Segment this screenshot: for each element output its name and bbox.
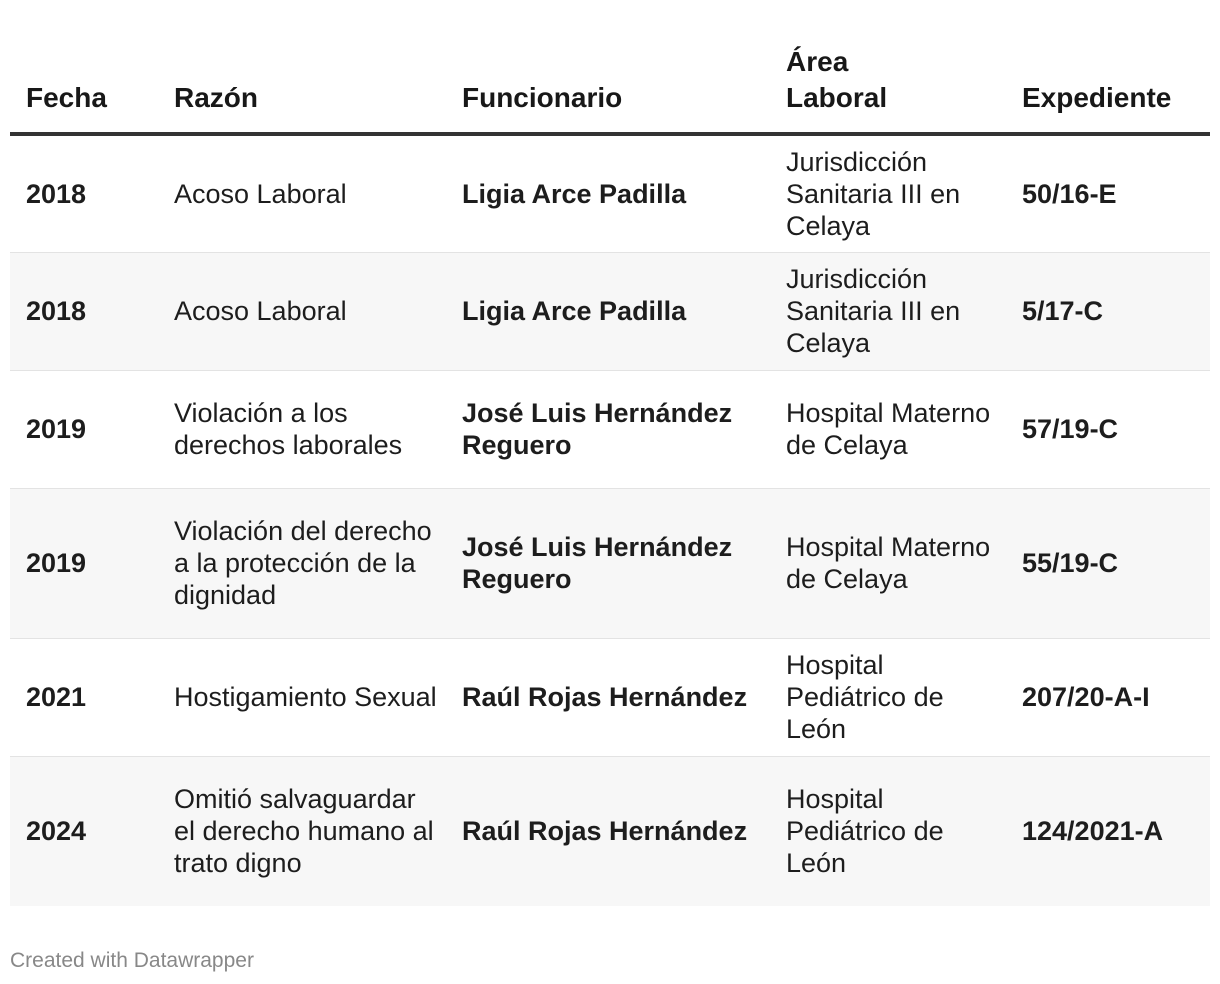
cell-funcionario: José Luis Hernández Reguero xyxy=(446,488,770,638)
cell-area: Jurisdicción Sanitaria III en Celaya xyxy=(770,252,1006,370)
cell-fecha: 2018 xyxy=(10,252,158,370)
cell-razon: Acoso Laboral xyxy=(158,134,446,252)
cell-fecha: 2018 xyxy=(10,134,158,252)
datawrapper-credit[interactable]: Created with Datawrapper xyxy=(10,949,254,972)
column-header-area-laboral[interactable]: Área Laboral xyxy=(770,40,1006,134)
cell-fecha: 2019 xyxy=(10,370,158,488)
cell-funcionario: Ligia Arce Padilla xyxy=(446,252,770,370)
cell-expediente: 57/19-C xyxy=(1006,370,1210,488)
table-row xyxy=(10,252,1210,370)
table-row xyxy=(10,370,1210,488)
cell-expediente: 124/2021-A xyxy=(1006,756,1210,906)
cell-funcionario: Ligia Arce Padilla xyxy=(446,134,770,252)
table-row xyxy=(10,488,1210,638)
cell-expediente: 50/16-E xyxy=(1006,134,1210,252)
column-header-expediente[interactable]: Expediente xyxy=(1006,40,1210,134)
table-header xyxy=(10,40,1210,134)
table-row xyxy=(10,134,1210,252)
cell-area: Hospital Materno de Celaya xyxy=(770,488,1006,638)
cell-area: Hospital Pediátrico de León xyxy=(770,756,1006,906)
cell-funcionario: José Luis Hernández Reguero xyxy=(446,370,770,488)
column-header-fecha[interactable]: Fecha xyxy=(10,40,158,134)
table-row xyxy=(10,638,1210,756)
header-row xyxy=(10,40,1210,134)
cell-expediente: 207/20-A-I xyxy=(1006,638,1210,756)
data-table xyxy=(10,40,1210,906)
cell-area: Jurisdicción Sanitaria III en Celaya xyxy=(770,134,1006,252)
cell-funcionario: Raúl Rojas Hernández xyxy=(446,756,770,906)
cell-expediente: 5/17-C xyxy=(1006,252,1210,370)
cell-razon: Omitió salvaguardar el derecho humano al trato digno xyxy=(158,756,446,906)
cell-razon: Acoso Laboral xyxy=(158,252,446,370)
cell-fecha: 2024 xyxy=(10,756,158,906)
cell-razon: Violación del derecho a la protección de la dignidad xyxy=(158,488,446,638)
cell-area: Hospital Materno de Celaya xyxy=(770,370,1006,488)
cell-razon: Hostigamiento Sexual xyxy=(158,638,446,756)
table-row xyxy=(10,756,1210,906)
cell-expediente: 55/19-C xyxy=(1006,488,1210,638)
column-header-razon[interactable]: Razón xyxy=(158,40,446,134)
cell-area: Hospital Pediátrico de León xyxy=(770,638,1006,756)
cell-fecha: 2019 xyxy=(10,488,158,638)
data-table-container xyxy=(10,40,1210,906)
cell-razon: Violación a los derechos laborales xyxy=(158,370,446,488)
cell-funcionario: Raúl Rojas Hernández xyxy=(446,638,770,756)
column-header-funcionario[interactable]: Funcionario xyxy=(446,40,770,134)
cell-fecha: 2021 xyxy=(10,638,158,756)
table-body xyxy=(10,134,1210,906)
